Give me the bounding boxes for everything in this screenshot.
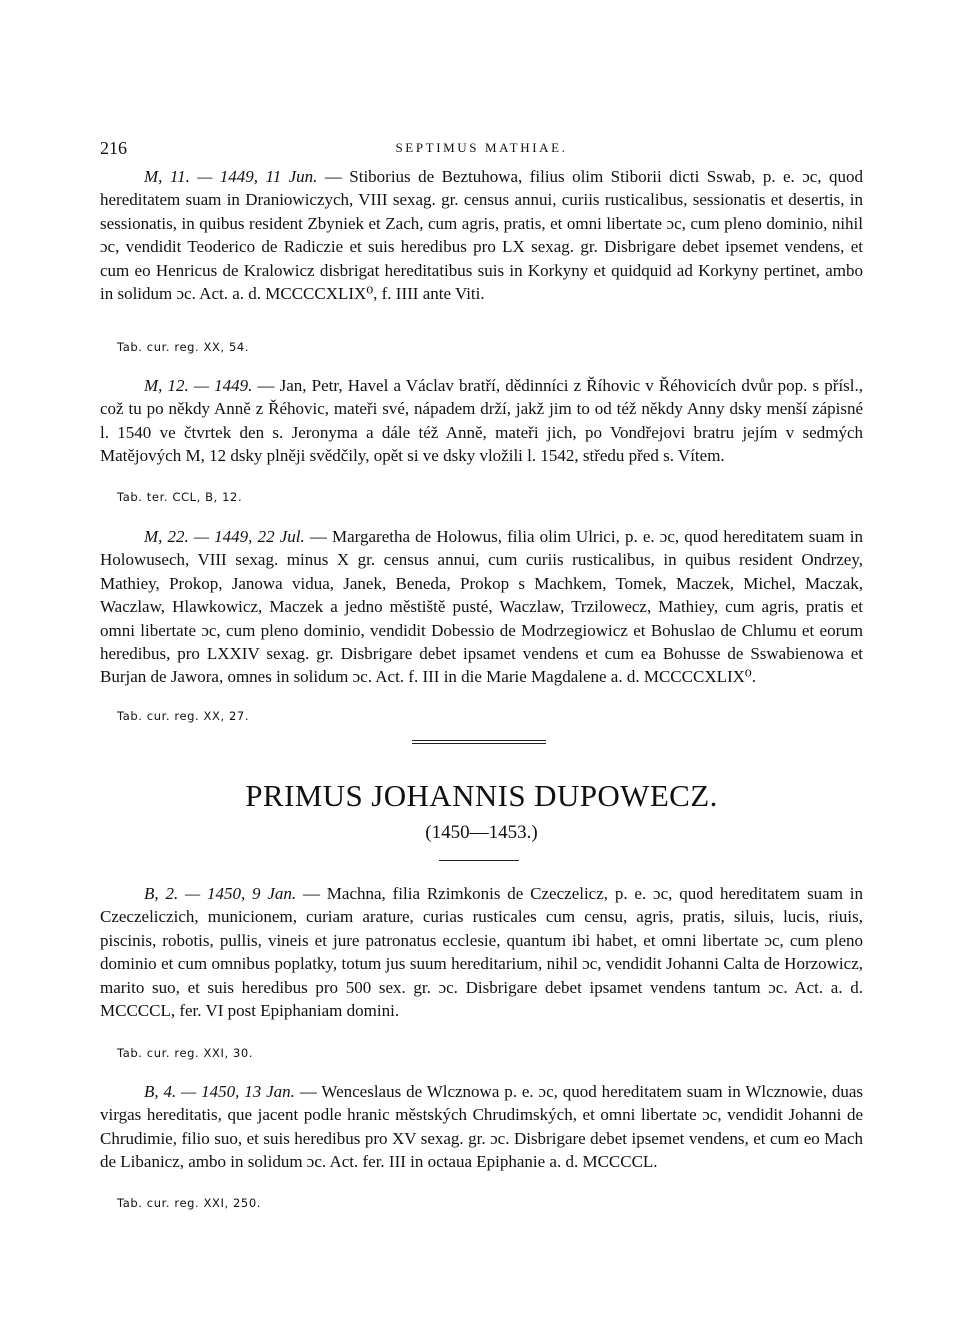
entry-paragraph [100,374,863,468]
entry-reference: B, 2. — 1450, 9 Jan. [144,884,297,903]
page-header [100,138,863,162]
entry-text: — Wenceslaus de Wlcznowa p. e. ɔc, quod hereditatem suam in Wlcznowie, duas virgas hereditatis, que jacent podle hranic městských Chrudimských, et omni libertate ɔc, vendidit Johanni de Chrudimie, filio suo, et suis heredibus pro XV sexag. gr. ɔc. Disbrigare debet ipsemet vendens, et cum eo Mach de Libanicz, ambo in solidum ɔc. Act. fer. III in octaua Epiphanie a. d. MCCCCL. [100,1082,864,1172]
entry-text: — Jan, Petr, Havel a Václav bratří, dědinníci z Říhovic v Řéhovicích dvůr pop. s přísl., což tu po někdy Anně z Řéhovic, mateři své, nápadem drží, jakž jim to od též někdy Anny dsky menší zápisné l. 1540 ve čtvrtek den s. Jeronyma a dále též Anně, mateři jich, po Vondřejovi bratru jejím v sedmých Matějových M, 12 dsky plněji svědčily, opět si ve dsky vložili l. 1542, středu před s. Vítem. [100,376,864,466]
entry-paragraph [100,165,863,305]
entry-reference: M, 11. — 1449, 11 Jun. [144,167,318,186]
entry-paragraph [100,525,863,689]
entry-reference: B, 4. — 1450, 13 Jan. [144,1082,295,1101]
section-title: PRIMUS JOHANNIS DUPOWECZ. [245,778,718,813]
entry-reference: M, 22. — 1449, 22 Jul. [144,527,305,546]
entry-reference: M, 12. — 1449. [144,376,253,395]
section-separator [412,740,546,741]
page-number: 216 [100,138,127,158]
entry-source: Tab. cur. reg. XXI, 250. [117,1196,261,1210]
entry-source: Tab. cur. reg. XX, 54. [117,340,250,354]
entry-text: — Margaretha de Holowus, filia olim Ulrici, p. e. ɔc, quod hereditatem suam in Holowusech, VIII sexag. minus X gr. census annui, cum curiis rusticalibus, in quibus resident Ondrzey, Mathiey, Prokop, Janowa vidua, Janek, Beneda, Prokop s Machkem, Tomek, Maczek, Michel, Maczak, Waczlaw, Hlawkowicz, Maczek a jedno městiště pusté, Waczlaw, Trzilowecz, Mathiey, cum agris, pratis et omni libertate ɔc, cum pleno dominio, vendidit Dobessio de Modrzegiowicz et Bohuslao de Chlumu et eorum heredibus, pro LXXIV sexag. gr. Disbrigare debet ipsamet vendens et cum ea Bohusse de Sswabienowa et Burjan de Jawora, omnes in solidum ɔc. Act. f. III in die Marie Magdalene a. d. MCCCCXLIX⁰. [100,527,863,687]
entry-source: Tab. ter. CCL, B, 12. [117,490,243,504]
entry-text: — Machna, filia Rzimkonis de Czeczelicz, p. e. ɔc, quod hereditatem suam in Czeczeliczich, municionem, curiam arature, curias rusticales cum censu, agris, pratis, siluis, lucis, riuis, piscinis, robotis, pullis, vineis et jure patronatus ecclesie, quantum ibi habet, et omni libertate ɔc, cum pleno dominio et cum omnibus poplatky, totum jus suum hereditarium, nihil ɔc, vendidit Johanni Calta de Horzowicz, marito suo, et suis heredibus pro 500 sex. gr. ɔc. Disbrigare debet ipsamet vendens tantum ɔc. Act. a. d. MCCCCL, fer. VI post Epiphaniam domini. [100,884,863,1021]
section-years: (1450—1453.) [425,822,538,843]
running-title: SEPTIMUS MATHIAE. [395,140,568,155]
entry-source: Tab. cur. reg. XXI, 30. [117,1046,254,1060]
entry-paragraph [100,882,863,1022]
entry-source: Tab. cur. reg. XX, 27. [117,709,250,723]
section-separator [412,743,546,744]
entry-text: — Stiborius de Beztuhowa, filius olim Stiborii dicti Sswab, p. e. ɔc, quod hereditatem suam in Draniowiczych, VIII sexag. gr. census annui, curiis rusticalibus, sessionatis et desertis, in sessionatis, in quibus resident Zbyniek et Zach, cum agris, pratis, et omni libertate ɔc, cum pleno dominio, nihil ɔc, vendidit Teoderico de Radiczie et suis heredibus pro LX sexag. gr. Disbrigare debet ipsemet vendens, et cum eo Henricus de Kralowicz disbrigat hereditatibus suis in Korkyny et quidquid ad Korkyny pertinet, ambo in solidum ɔc. Act. a. d. MCCCCXLIX⁰, f. IIII ante Viti. [100,167,863,304]
section-rule [439,860,519,861]
entry-paragraph [100,1080,863,1174]
